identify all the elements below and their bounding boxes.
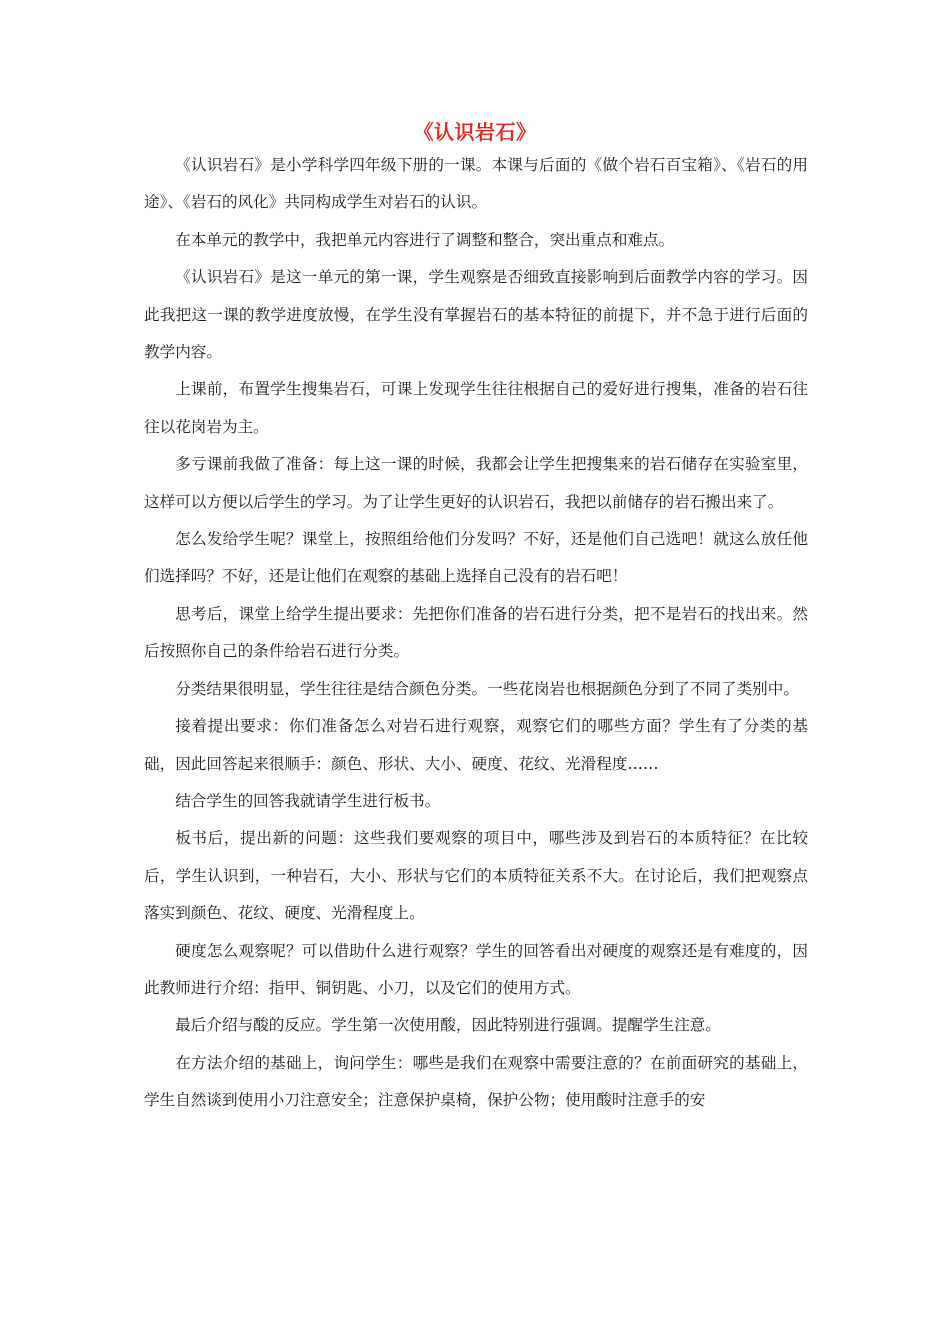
paragraph: 多亏课前我做了准备：每上这一课的时候，我都会让学生把搜集来的岩石储存在实验室里，这样可以方便以后学生的学习。为了让学生更好的认识岩石，我把以前储存的岩石搬出来了。 — [144, 455, 808, 511]
paragraph: 板书后，提出新的问题：这些我们要观察的项目中，哪些涉及到岩石的本质特征？在比较后，学生认识到，一种岩石，大小、形状与它们的本质特征关系不大。在讨论后，我们把观察点落实到颜色、花纹、硬度、光滑程度上。 — [144, 829, 808, 923]
paragraph: 上课前，布置学生搜集岩石，可课上发现学生往往根据自己的爱好进行搜集，准备的岩石往往以花岗岩为主。 — [144, 380, 808, 436]
paragraph: 在方法介绍的基础上，询问学生：哪些是我们在观察中需要注意的？在前面研究的基础上，学生自然谈到使用小刀注意安全；注意保护桌椅，保护公物；使用酸时注意手的安 — [144, 1053, 808, 1110]
paragraph: 接着提出要求：你们准备怎么对岩石进行观察，观察它们的哪些方面？学生有了分类的基础，因此回答起来很顺手：颜色、形状、大小、硬度、花纹、光滑程度…… — [144, 717, 808, 773]
paragraph: 在本单元的教学中，我把单元内容进行了调整和整合，突出重点和难点。 — [175, 230, 675, 249]
paragraph: 思考后，课堂上给学生提出要求：先把你们准备的岩石进行分类，把不是岩石的找出来。然后按照你自己的条件给岩石进行分类。 — [144, 604, 808, 661]
paragraph: 怎么发给学生呢？课堂上，按照组给他们分发吗？不好，还是他们自己选吧！就这么放任他们选择吗？不好，还是让他们在观察的基础上选择自己没有的岩石吧！ — [144, 530, 808, 586]
document-body — [144, 147, 808, 1120]
paragraph: 《认识岩石》是这一单元的第一课，学生观察是否细致直接影响到后面教学内容的学习。因此我把这一课的教学进度放慢，在学生没有掌握岩石的基本特征的前提下，并不急于进行后面的教学内容。 — [144, 268, 808, 362]
document-title: 《认识岩石》 — [413, 120, 537, 144]
paragraph: 分类结果很明显，学生往往是结合颜色分类。一些花岗岩也根据颜色分到了不同了类别中。 — [175, 679, 799, 698]
paragraph: 结合学生的回答我就请学生进行板书。 — [175, 791, 441, 810]
paragraph: 硬度怎么观察呢？可以借助什么进行观察？学生的回答看出对硬度的观察还是有难度的，因此教师进行介绍：指甲、铜钥匙、小刀，以及它们的使用方式。 — [144, 941, 808, 997]
paragraph: 《认识岩石》是小学科学四年级下册的一课。本课与后面的《做个岩石百宝箱》、《岩石的用途》、《岩石的风化》共同构成学生对岩石的认识。 — [144, 156, 808, 212]
paragraph: 最后介绍与酸的反应。学生第一次使用酸，因此特别进行强调。提醒学生注意。 — [175, 1016, 721, 1035]
